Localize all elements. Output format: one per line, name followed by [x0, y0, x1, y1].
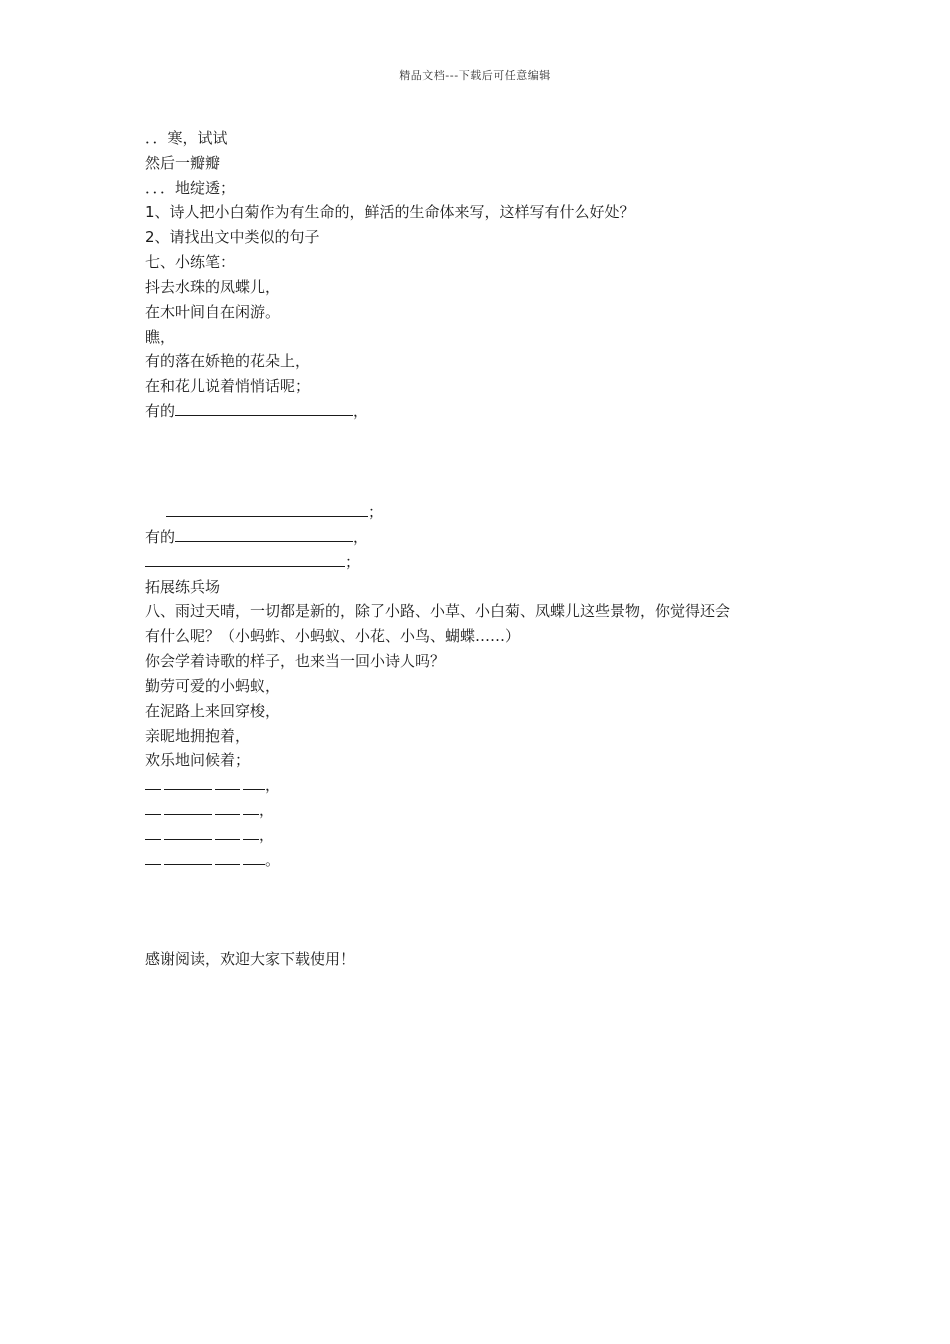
fill-blank[interactable]	[243, 825, 259, 840]
poem-line: 欢乐地问候着；	[145, 751, 251, 769]
section-heading: 拓展练兵场	[145, 578, 221, 596]
text-line: ．．．地绽透；	[145, 179, 236, 197]
fill-blank[interactable]	[145, 825, 161, 840]
fill-blank[interactable]	[215, 825, 240, 840]
fill-suffix: ；	[368, 503, 384, 521]
fill-prefix: 有的	[145, 528, 176, 546]
fill-blank[interactable]	[145, 775, 161, 790]
poem-line: 瞧，	[145, 328, 176, 346]
fill-blank[interactable]	[145, 800, 161, 815]
question-1: 1、诗人把小白菊作为有生命的，鲜活的生命体来写，这样写有什么好处？	[145, 203, 635, 221]
poem-line: 有的落在娇艳的花朵上，	[145, 352, 311, 370]
fill-line	[145, 800, 274, 820]
fill-suffix: ，	[259, 801, 275, 819]
fill-suffix: ，	[259, 826, 275, 844]
poem-line: 抖去水珠的凤蝶儿，	[145, 278, 281, 296]
section-8-text: 你会学着诗歌的样子，也来当一回小诗人吗？	[145, 652, 446, 670]
closing-text: 感谢阅读，欢迎大家下载使用！	[145, 950, 356, 968]
fill-blank[interactable]	[164, 850, 212, 865]
fill-blank[interactable]	[164, 800, 212, 815]
fill-suffix: 。	[265, 851, 281, 869]
poem-line: 在泥路上来回穿梭，	[145, 702, 281, 720]
fill-blank[interactable]	[243, 775, 265, 790]
fill-blank[interactable]	[215, 850, 240, 865]
text-line: ．．寒，试试	[145, 129, 228, 147]
poem-line: 在木叶间自在闲游。	[145, 303, 281, 321]
poem-line: 勤劳可爱的小蚂蚁，	[145, 677, 281, 695]
fill-blank[interactable]	[175, 527, 353, 542]
fill-blank[interactable]	[215, 775, 240, 790]
fill-line	[145, 552, 360, 572]
poem-line: 亲昵地拥抱着，	[145, 727, 251, 745]
question-2: 2、请找出文中类似的句子	[145, 228, 320, 246]
fill-blank[interactable]	[164, 825, 212, 840]
fill-blank[interactable]	[243, 800, 259, 815]
text-line: 然后一瓣瓣	[145, 154, 221, 172]
fill-blank[interactable]	[145, 552, 345, 567]
fill-line	[166, 502, 383, 522]
fill-line	[145, 825, 274, 845]
fill-prefix: 有的	[145, 402, 176, 420]
section-8-text: 有什么呢？（小蚂蚱、小蚂蚁、小花、小鸟、蝴蝶……）	[145, 627, 521, 645]
fill-line	[145, 401, 368, 421]
fill-blank[interactable]	[243, 850, 265, 865]
fill-suffix: ，	[353, 528, 369, 546]
fill-line	[145, 775, 280, 795]
section-7-heading: 七、小练笔：	[145, 253, 236, 271]
page-header: 精品文档---下载后可任意编辑	[399, 69, 551, 82]
fill-blank[interactable]	[175, 401, 353, 416]
fill-blank[interactable]	[145, 850, 161, 865]
fill-blank[interactable]	[164, 775, 212, 790]
section-8-text: 八、雨过天晴，一切都是新的，除了小路、小草、小白菊、凤蝶儿这些景物，你觉得还会	[145, 602, 731, 620]
poem-line: 在和花儿说着悄悄话呢；	[145, 377, 311, 395]
fill-blank[interactable]	[215, 800, 240, 815]
fill-line	[145, 527, 368, 547]
fill-suffix: ，	[265, 776, 281, 794]
fill-line	[145, 850, 280, 870]
fill-suffix: ，	[353, 402, 369, 420]
fill-blank[interactable]	[166, 502, 368, 517]
fill-suffix: ；	[345, 553, 361, 571]
